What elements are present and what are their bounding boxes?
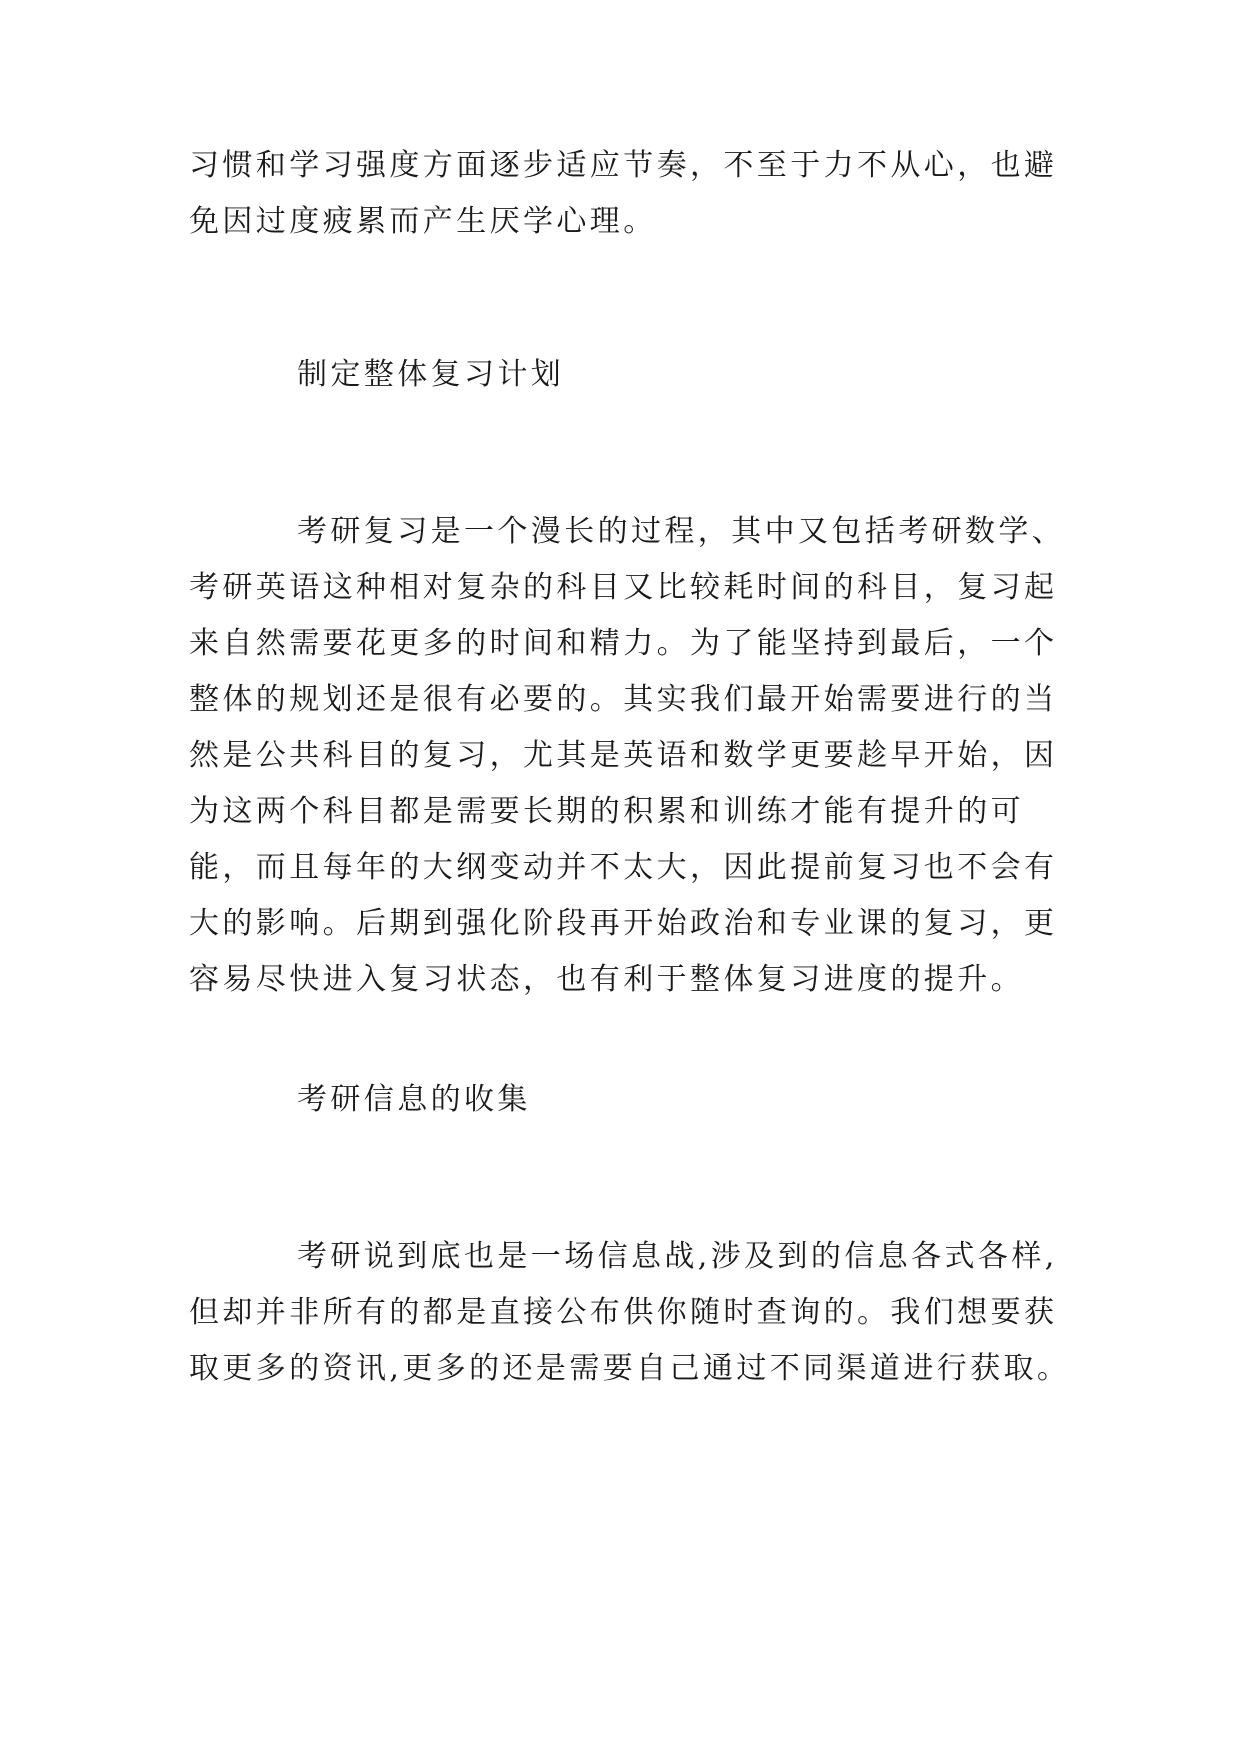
paragraph-line: 来自然需要花更多的时间和精力。为了能坚持到最后，一个 xyxy=(189,626,1058,661)
paragraph-line: 然是公共科目的复习，尤其是英语和数学更要趁早开始，因 xyxy=(189,738,1058,773)
paragraph-line: 能，而且每年的大纲变动并不太大，因此提前复习也不会有 xyxy=(189,850,1058,885)
section-heading-review-plan: 制定整体复习计划 xyxy=(297,357,565,392)
review-plan-paragraph xyxy=(189,504,1066,1008)
paragraph-line: 容易尽快进入复习状态，也有利于整体复习进度的提升。 xyxy=(189,962,1024,997)
paragraph-line: 取更多的资讯,更多的还是需要自己通过不同渠道进行获取。 xyxy=(189,1351,1071,1386)
paragraph-line: 大的影响。后期到强化阶段再开始政治和专业课的复习，更 xyxy=(189,906,1058,941)
paragraph-line: 考研英语这种相对复杂的科目又比较耗时间的科目，复习起 xyxy=(189,570,1058,605)
section-heading-info-collection: 考研信息的收集 xyxy=(297,1082,531,1117)
paragraph-line: 但却并非所有的都是直接公布供你随时查询的。我们想要获 xyxy=(189,1295,1058,1330)
info-collection-paragraph xyxy=(189,1229,1071,1397)
intro-paragraph xyxy=(189,138,1058,250)
paragraph-line: 整体的规划还是很有必要的。其实我们最开始需要进行的当 xyxy=(189,682,1058,717)
paragraph-line: 免因过度疲累而产生厌学心理。 xyxy=(189,204,657,239)
paragraph-line: 考研说到底也是一场信息战,涉及到的信息各式各样, xyxy=(297,1239,1058,1274)
paragraph-line: 为这两个科目都是需要长期的积累和训练才能有提升的可 xyxy=(189,794,1024,829)
paragraph-line: 习惯和学习强度方面逐步适应节奏，不至于力不从心，也避 xyxy=(189,148,1058,183)
paragraph-line: 考研复习是一个漫长的过程，其中又包括考研数学、 xyxy=(297,514,1066,549)
